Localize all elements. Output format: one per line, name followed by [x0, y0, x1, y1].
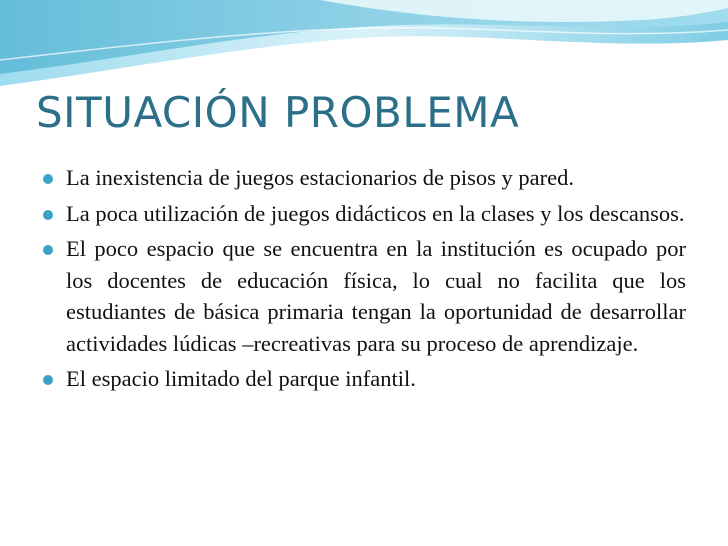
bullet-item [42, 162, 686, 194]
bullet-item [42, 233, 686, 359]
bullet-dot-icon [43, 245, 53, 255]
bullet-text: El espacio limitado del parque infantil. [66, 366, 416, 391]
bullet-item [42, 363, 686, 395]
bullet-text: La poca utilización de juegos didácticos en la clases y los descansos. [66, 200, 685, 226]
bullet-dot-icon [43, 210, 53, 220]
bullet-dot-icon [43, 375, 53, 385]
bullet-list [42, 162, 686, 399]
slide-title: SITUACIÓN PROBLEMA [36, 88, 520, 137]
bullet-dot-icon [43, 174, 53, 184]
header-wave-decoration [0, 0, 728, 90]
bullet-text: La inexistencia de juegos estacionarios de pisos y pared. [66, 165, 574, 190]
bullet-item [42, 198, 686, 230]
bullet-text: El poco espacio que se encuentra en la institución es ocupado por los docentes de educación física, lo cual no facilita que los estudiantes de básica primaria tengan la oportunidad de desarrollar actividades lúdicas –recreativas para su proceso de aprendizaje. [66, 236, 686, 356]
